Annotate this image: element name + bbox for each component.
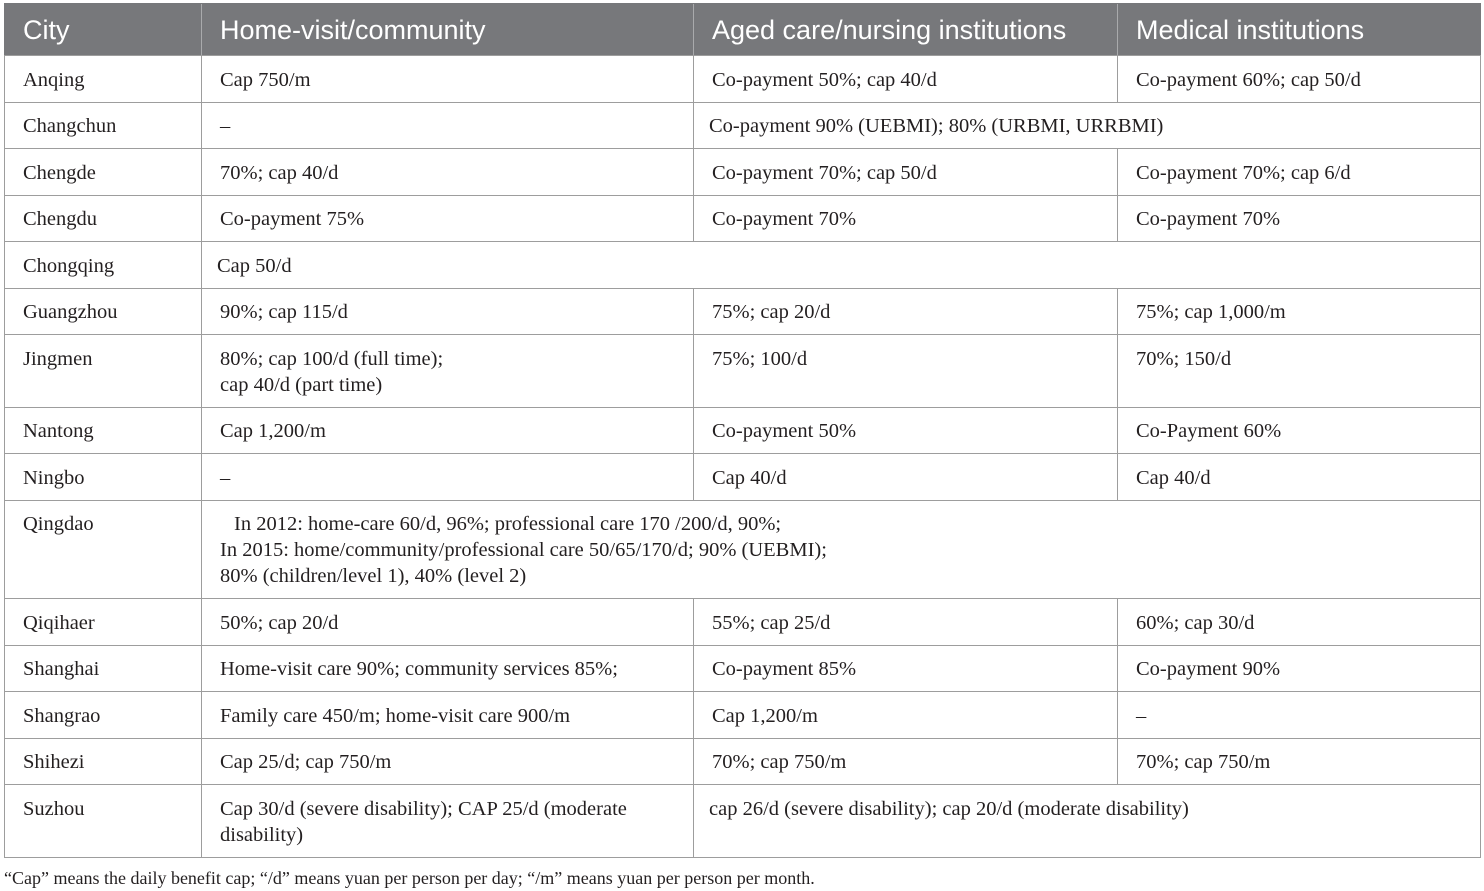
- city-cell: Anqing: [5, 56, 202, 103]
- table-row: [5, 645, 1481, 692]
- city-cell: Ningbo: [5, 454, 202, 501]
- medical-cell: 60%; cap 30/d: [1118, 599, 1481, 646]
- medical-cell: Co-payment 70%; cap 6/d: [1118, 149, 1481, 196]
- city-cell: Qiqihaer: [5, 599, 202, 646]
- table-row: [5, 407, 1481, 454]
- cell-line: disability): [220, 823, 304, 846]
- all-settings-cell: [202, 500, 1481, 599]
- cell-line: cap 40/d (part time): [220, 373, 383, 396]
- home-visit-cell: –: [202, 102, 694, 149]
- aged-care-cell: Co-payment 85%: [694, 645, 1118, 692]
- aged-care-cell: Cap 1,200/m: [694, 692, 1118, 739]
- home-visit-cell: Home-visit care 90%; community services 85%;: [202, 645, 694, 692]
- all-settings-cell: Cap 50/d: [202, 242, 1481, 289]
- city-cell: Shihezi: [5, 738, 202, 785]
- table-row: [5, 599, 1481, 646]
- aged-care-and-medical-cell: Co-payment 90% (UEBMI); 80% (URBMI, URRBMI): [694, 102, 1481, 149]
- table-header-row: [5, 4, 1481, 56]
- table-row: [5, 738, 1481, 785]
- cell-line: In 2015: home/community/professional care 50/65/170/d; 90% (UEBMI);: [220, 539, 827, 561]
- table-row: [5, 785, 1481, 858]
- city-cell: Jingmen: [5, 335, 202, 408]
- medical-cell: Co-payment 60%; cap 50/d: [1118, 56, 1481, 103]
- city-cell: Qingdao: [5, 500, 202, 599]
- header-medical: Medical institutions: [1118, 4, 1481, 56]
- aged-care-and-medical-cell: cap 26/d (severe disability); cap 20/d (moderate disability): [694, 785, 1481, 858]
- aged-care-cell: 75%; cap 20/d: [694, 288, 1118, 335]
- table-row: [5, 335, 1481, 408]
- home-visit-cell: Cap 25/d; cap 750/m: [202, 738, 694, 785]
- city-cell: Suzhou: [5, 785, 202, 858]
- city-cell: Chengde: [5, 149, 202, 196]
- table-row: [5, 500, 1481, 599]
- medical-cell: Co-payment 70%: [1118, 195, 1481, 242]
- aged-care-cell: 70%; cap 750/m: [694, 738, 1118, 785]
- aged-care-cell: 55%; cap 25/d: [694, 599, 1118, 646]
- aged-care-cell: Co-payment 70%; cap 50/d: [694, 149, 1118, 196]
- city-cell: Changchun: [5, 102, 202, 149]
- medical-cell: 75%; cap 1,000/m: [1118, 288, 1481, 335]
- header-home-visit: Home-visit/community: [202, 4, 694, 56]
- aged-care-cell: 75%; 100/d: [694, 335, 1118, 408]
- medical-cell: 70%; 150/d: [1118, 335, 1481, 408]
- home-visit-cell: 70%; cap 40/d: [202, 149, 694, 196]
- city-cell: Chongqing: [5, 242, 202, 289]
- home-visit-cell: Cap 750/m: [202, 56, 694, 103]
- aged-care-cell: Co-payment 50%: [694, 407, 1118, 454]
- table-row: [5, 288, 1481, 335]
- table-footnote: “Cap” means the daily benefit cap; “/d” means yuan per person per day; “/m” means yuan per person per month.: [4, 868, 815, 888]
- home-visit-cell: Cap 1,200/m: [202, 407, 694, 454]
- table-row: [5, 149, 1481, 196]
- cell-line: 80%; cap 100/d (full time);: [220, 347, 444, 370]
- medical-cell: –: [1118, 692, 1481, 739]
- table-row: [5, 56, 1481, 103]
- home-visit-cell: 50%; cap 20/d: [202, 599, 694, 646]
- home-visit-cell: [202, 785, 694, 858]
- home-visit-cell: –: [202, 454, 694, 501]
- city-cell: Chengdu: [5, 195, 202, 242]
- table-row: [5, 195, 1481, 242]
- medical-cell: Cap 40/d: [1118, 454, 1481, 501]
- home-visit-cell: Co-payment 75%: [202, 195, 694, 242]
- table-row: [5, 692, 1481, 739]
- home-visit-cell: [202, 335, 694, 408]
- aged-care-cell: Cap 40/d: [694, 454, 1118, 501]
- medical-cell: Co-payment 90%: [1118, 645, 1481, 692]
- aged-care-cell: Co-payment 70%: [694, 195, 1118, 242]
- medical-cell: 70%; cap 750/m: [1118, 738, 1481, 785]
- header-aged-care: Aged care/nursing institutions: [694, 4, 1118, 56]
- benefit-table: [4, 3, 1481, 858]
- cell-line: 80% (children/level 1), 40% (level 2): [220, 565, 527, 587]
- cell-line: In 2012: home-care 60/d, 96%; professional care 170 /200/d, 90%;: [234, 513, 782, 535]
- cell-line: Cap 30/d (severe disability); CAP 25/d (moderate: [220, 797, 627, 820]
- city-cell: Shangrao: [5, 692, 202, 739]
- city-cell: Nantong: [5, 407, 202, 454]
- home-visit-cell: 90%; cap 115/d: [202, 288, 694, 335]
- home-visit-cell: Family care 450/m; home-visit care 900/m: [202, 692, 694, 739]
- medical-cell: Co-Payment 60%: [1118, 407, 1481, 454]
- table-row: [5, 454, 1481, 501]
- aged-care-cell: Co-payment 50%; cap 40/d: [694, 56, 1118, 103]
- city-cell: Guangzhou: [5, 288, 202, 335]
- table-row: [5, 102, 1481, 149]
- city-cell: Shanghai: [5, 645, 202, 692]
- table-row: [5, 242, 1481, 289]
- header-city: City: [5, 4, 202, 56]
